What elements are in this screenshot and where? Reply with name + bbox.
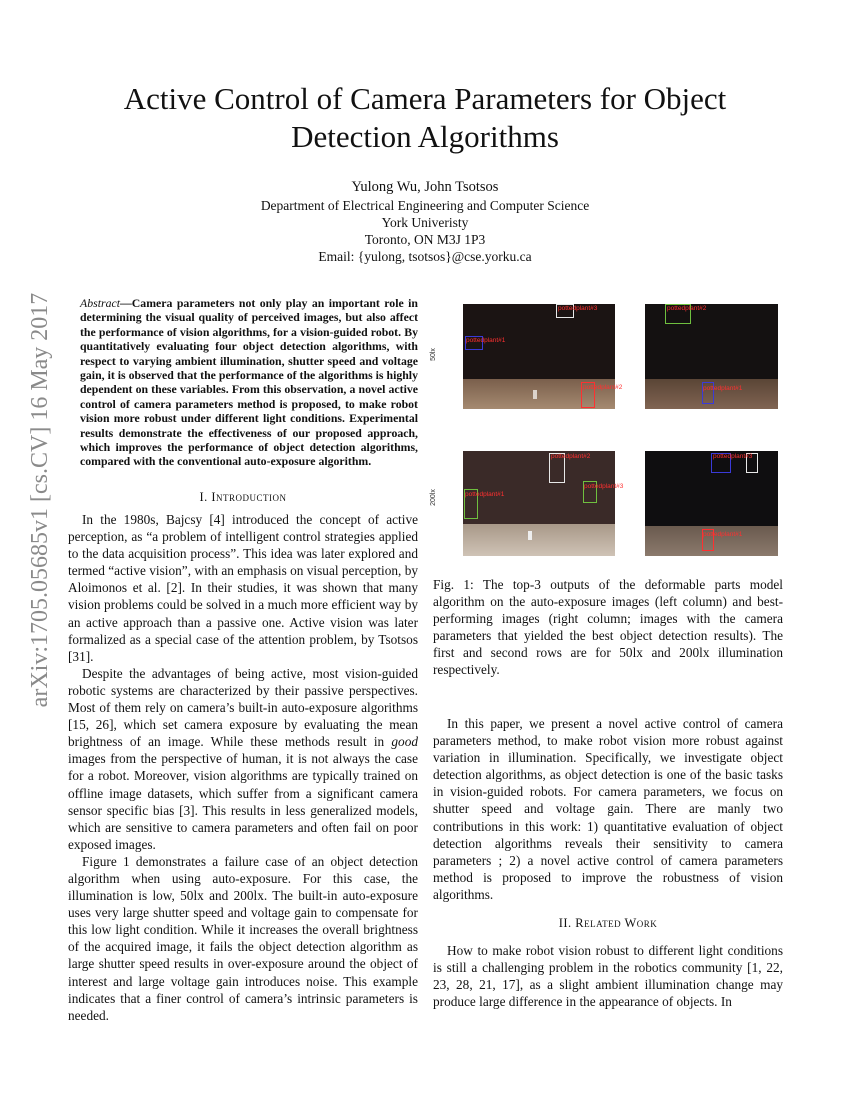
box-label: pottedplant#1 xyxy=(465,491,505,498)
box-label: pottedplant#2 xyxy=(583,384,623,391)
row-label-200lx: 200lx xyxy=(429,489,437,506)
figure-1 xyxy=(429,296,783,571)
intro-p2-part-b: images from the perspective of human, it is not always the case for a robot. Moreover, vision algorithms are typically trained on offline image datasets, which suffer from a significant camera sensor specific bias [3]. This results in less generalized models, which are sensitive to camera parameters and often fail on poor exposed images. xyxy=(68,751,418,852)
related-work-paragraph: How to make robot vision robust to different light conditions is still a challenging problem in the robotics community [1, 22, 23, 28, 21, 17], as a slight ambient illumination change may produce large difference in the appearance of objects. In xyxy=(433,943,783,1010)
figure-panel-200lx-auto xyxy=(463,451,624,556)
right-column-paragraph-1 xyxy=(433,715,783,903)
paper-title: Active Control of Camera Parameters for Object Detection Algorithms xyxy=(123,81,727,154)
intro-paragraph-1: In the 1980s, Bajcsy [4] introduced the concept of active perception, as “a problem of intelligent control strategies applied to the data acquisition process”. This idea was later explored and termed “active vision”, with an emphasis on visual perception, by Aloimonos et al. [2]. In their studies, it was shown that many vision problems could be solved in a much more efficient way by an active approach than a passive one. Active vision was later formalized as a special case of the attention problem, by Tsotsos [31]. xyxy=(68,512,418,664)
intro-paragraph-2 xyxy=(68,665,418,853)
right-column-paragraph-2 xyxy=(433,942,783,1010)
figure-caption: Fig. 1: The top-3 outputs of the deformable parts model algorithm on the auto-exposure images (left column) and best-performing images (right column; images with the camera parameters that yielded the best object detection results). The first and second rows are for 50lx and 200lx illumination respectively. xyxy=(433,577,783,678)
author-email: Email: {yulong, tsotsos}@cse.yorku.ca xyxy=(318,249,532,264)
figure-panel-50lx-auto xyxy=(463,304,623,409)
affiliation-city: Toronto, ON M3J 1P3 xyxy=(364,232,486,247)
plant-object xyxy=(533,390,537,399)
box-label: pottedplant#3 xyxy=(713,453,753,460)
abstract xyxy=(80,296,418,469)
floor-region xyxy=(463,524,615,556)
intro-p2-emphasis: good xyxy=(391,734,418,750)
abstract-text: —Camera parameters not only play an important role in determining the visual quality of perceived images, but also affect the performance of vision algorithms, for a vision-guided robot. By quantitatively evaluating four object detection algorithms, with respect to varying ambient illumination, shutter speed and voltage gain, it is observed that the performance of the algorithms is highly dependent on these variables. From this observation, a novel active control of camera parameters method is proposed, to make robot vision more robust under different light conditions. Experimental results demonstrate the effectiveness of our proposed approach, which improves the performance of object detection algorithms, compared with the conventional auto-exposure algorithm. xyxy=(80,296,418,469)
affiliation-dept: Department of Electrical Engineering and Computer Science xyxy=(260,198,590,213)
box-label: pottedplant#2 xyxy=(551,453,591,460)
box-label: pottedplant#1 xyxy=(703,531,743,538)
box-label: pottedplant#3 xyxy=(584,483,624,490)
plant-object xyxy=(528,531,532,540)
intro-p2-part-a: Despite the advantages of being active, most vision-guided robotic systems are characterized by their passive perspectives. Most of them rely on camera’s built-in auto-exposure algorithms [15, 26], which set camera exposure by evaluating the mean brightness of an image. While these methods result in xyxy=(68,665,418,750)
box-label: pottedplant#2 xyxy=(667,305,707,312)
box-label: pottedplant#3 xyxy=(558,305,598,312)
section-heading-related-work: II. Related Work xyxy=(558,916,658,930)
authors: Yulong Wu, John Tsotsos xyxy=(351,179,499,195)
box-label: pottedplant#1 xyxy=(703,385,743,392)
intro-paragraph-3: Figure 1 demonstrates a failure case of an object detection algorithm when using auto-exposure. For this case, the illumination is low, 50lx and 200lx. The built-in auto-exposure uses very large shutter speed and voltage gain to compensate for this low light condition. While it increases the overall brightness of the acquired image, it fails the object detection algorithm as large shutter speed results in over-exposure around the object of interest and large voltage gain introduces noise. This example indicates that a finer control of camera’s intrinsic parameters is needed. xyxy=(68,853,418,1023)
box-label: pottedplant#1 xyxy=(466,337,506,344)
arxiv-identifier: arXiv:1705.05685v1 [cs.CV] 16 May 2017 xyxy=(27,292,53,708)
left-column xyxy=(68,511,418,1024)
figure-panel-50lx-best xyxy=(645,304,778,409)
section-heading-introduction: I. Introduction xyxy=(199,490,287,504)
figure-panel-200lx-best xyxy=(645,451,778,556)
abstract-label: Abstract xyxy=(80,296,120,310)
row-label-50lx: 50lx xyxy=(429,348,437,361)
affiliation-university: York Univeristy xyxy=(381,215,469,230)
paper-intro-paragraph: In this paper, we present a novel active control of camera parameters method, to make robot vision more robust against variation in illumination. Specifically, we investigate object detection algorithms, as object detection is one of the basic tasks in vision-guided robots. For camera parameters, we focus on shutter speed and voltage gain. There are manly two contributions in this work: 1) quantitative evaluation of object detection algorithms reveals their sensitivity to camera parameters ; 2) a novel active control of camera parameters method is proposed to improve the robustness of vision algorithms. xyxy=(433,716,783,902)
